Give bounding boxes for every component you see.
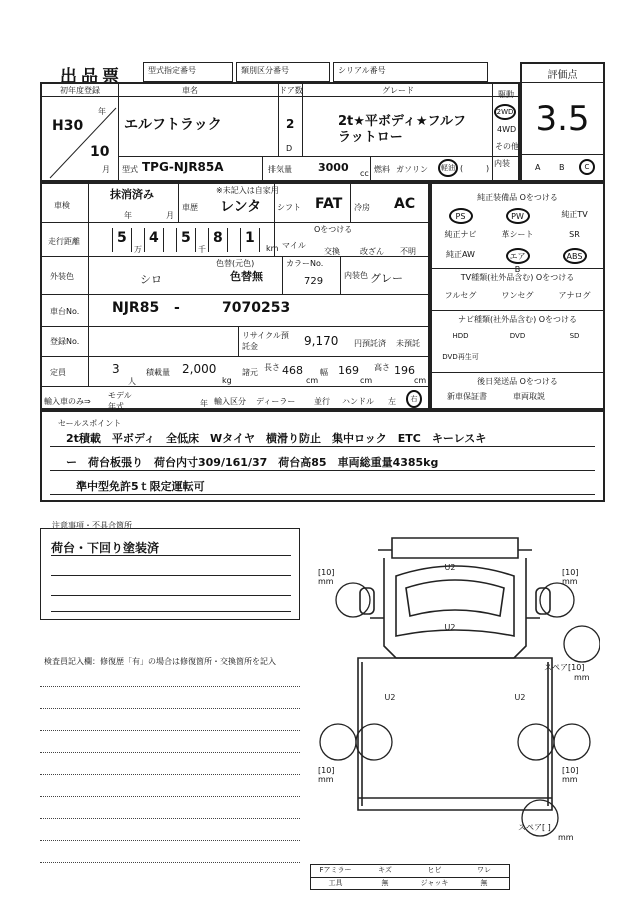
reg-month-unit: 月 (102, 165, 110, 174)
docs-row (432, 390, 603, 408)
spare-mm: 10 (571, 663, 582, 672)
dims-label: 諸元 (242, 368, 258, 377)
doors-suffix: D (286, 144, 293, 153)
mileage-digit-box (144, 228, 164, 252)
shift-value: FAT (315, 196, 343, 212)
damage-mark: U2 (514, 693, 526, 702)
notes-text: 荷台・下回り塗装済 (51, 541, 160, 555)
mileage-label: 走行距離 (48, 237, 80, 246)
fuel-gasoline: ガソリン (396, 165, 428, 174)
tv-item: フルセグ (444, 291, 477, 300)
inspector-line (40, 796, 300, 797)
import-label: 輸入車のみ⇒ (44, 397, 91, 406)
car-name: エルフトラック (124, 117, 222, 133)
legend-header: キズ (378, 866, 392, 874)
tire-rl-mm: 10 (321, 766, 332, 775)
tire-rr-size: [10] mm (562, 766, 579, 784)
inspector-label: 検査員記入欄：修復歴「有」の場合は修復箇所・交換箇所を記入 (44, 657, 276, 666)
legend-header: ワレ (477, 866, 491, 874)
handle-label: ハンドル (342, 397, 374, 406)
serial-no-label: シリアル番号 (338, 66, 386, 75)
exterior-label: 外装色 (50, 272, 74, 281)
tire-rr-mm: 10 (565, 766, 576, 775)
modified-label: 改ざん (360, 247, 384, 256)
sheet-title: 出品票 (60, 67, 123, 87)
capacity-value: 3 (112, 362, 120, 376)
class-no-box (236, 62, 330, 82)
unknown-label: 不明 (400, 247, 416, 256)
legend-header: Fアミラー (319, 866, 352, 874)
doors-value: 2 (286, 117, 295, 131)
chassis-prefix: NJR85 (112, 300, 160, 316)
width-unit: cm (360, 376, 373, 385)
chassis-number: 7070253 (222, 300, 291, 316)
spare2-label: スペア (518, 823, 542, 832)
options-block (430, 182, 605, 410)
score-value: 3.5 (535, 99, 590, 139)
model-label: 型式 (122, 165, 138, 174)
color-no-value: 729 (304, 276, 324, 287)
inspector-line (40, 818, 300, 819)
color-no-label: カラーNo. (286, 259, 324, 268)
car-name-label: 車名 (182, 86, 198, 95)
doc-item: 新車保証書 (447, 392, 487, 401)
registration-block (40, 82, 520, 182)
capacity-label: 定員 (50, 368, 66, 377)
interior-color-label: 内装色 (344, 271, 368, 280)
import-class-label: 輸入区分 (214, 397, 246, 406)
mile-label: マイル (282, 241, 306, 250)
spare2-unit: mm (558, 833, 574, 842)
exterior-value: シロ (140, 273, 162, 286)
chassis-label: 車台No. (50, 307, 80, 316)
tv-item: アナログ (558, 291, 591, 300)
import-dealer: ディーラー (256, 397, 296, 406)
inspector-line (40, 686, 300, 687)
legend-value: 無 (480, 879, 488, 887)
load-label: 積載量 (146, 368, 170, 377)
tire-fr-unit: mm (562, 577, 578, 586)
drive-2wd-circled: 2WD (494, 104, 516, 120)
import-parallel: 並行 (314, 397, 330, 406)
legend-table (310, 864, 510, 890)
fuel-paren-close: ) (486, 164, 490, 173)
notes-label: 注意事項・不具合箇所 (52, 521, 132, 530)
ac-value: AC (394, 196, 416, 212)
option-item: 革シート (501, 230, 534, 239)
interior-c-circled: C (579, 159, 595, 175)
damage-mark: U2 (444, 623, 456, 632)
form-no-label: 型式指定番号 (148, 66, 196, 75)
doors-label: ドア数 (279, 86, 303, 95)
model-year-unit: 年 (200, 399, 208, 408)
mileage-digit-box (208, 228, 228, 252)
option-item: 純正TV (561, 210, 588, 219)
mileage-unit: km (266, 244, 279, 253)
navi-title: ナビ種類(社外品含む) Oをつける (457, 315, 578, 324)
options-grid (432, 208, 603, 274)
height-unit: cm (414, 376, 427, 385)
mileage-mark-instruction: Oをつける (314, 225, 353, 234)
inspector-line (40, 862, 300, 863)
option-item: 純正AW (446, 250, 475, 259)
option-item: PS (449, 208, 473, 224)
drive-4wd: 4WD (497, 125, 517, 134)
navi-item: DVD (509, 332, 526, 340)
docs-title: 後日発送品 Oをつける (477, 377, 558, 386)
inspection-label: 車検 (54, 201, 70, 210)
first-reg-label: 初年度登録 (60, 86, 100, 95)
spare2-size: スペア[ ] mm (518, 823, 574, 842)
inspector-line (40, 840, 300, 841)
mileage-digit-box (112, 228, 132, 252)
interior-grade-box (520, 154, 605, 182)
inspection-year-unit: 年 (124, 211, 132, 220)
length-value: 468 (282, 364, 303, 377)
option-item: SR (569, 230, 580, 239)
tire-fl-mm: 10 (321, 568, 332, 577)
notes-box (40, 528, 300, 620)
handle-left: 左 (388, 397, 396, 406)
class-no-label: 類別区分番号 (241, 66, 289, 75)
damage-mark: U2 (384, 693, 396, 702)
grade-label: グレード (382, 86, 414, 95)
mileage-digit: 5 (181, 230, 191, 246)
ac-label: 冷房 (354, 203, 370, 212)
tire-fl-size: [10] mm (318, 568, 335, 586)
inspector-line (40, 708, 300, 709)
inspector-line (40, 730, 300, 731)
tire-fr-size: [10] mm (562, 568, 579, 586)
mileage-digit-box (240, 228, 260, 252)
recycle-pending: 未預託 (396, 339, 420, 348)
length-unit: cm (306, 376, 319, 385)
history-label: 車歴 (182, 203, 198, 212)
fuel-label: 燃料 (374, 165, 390, 174)
interior-a: A (535, 163, 541, 172)
height-label: 高さ (374, 363, 390, 372)
tire-fr-mm: 10 (565, 568, 576, 577)
truck-diagram (300, 528, 600, 858)
displacement-value: 3000 (318, 161, 349, 174)
recycle-value: 9,170 (304, 334, 339, 348)
damage-mark: U2 (444, 563, 456, 572)
legend-cells (311, 865, 509, 889)
legend-value: ジャッキ (420, 879, 449, 887)
inspection-value: 抹消済み (110, 188, 154, 201)
legend-value: 無 (381, 879, 389, 887)
tv-title: TV種類(社外品含む) Oをつける (460, 273, 575, 282)
option-item: 純正ナビ (444, 230, 477, 239)
option-item: エアB (506, 248, 530, 264)
sales-points-block (40, 410, 605, 502)
reg-era: H30 (52, 118, 84, 134)
grade-line2: ラットロー (338, 130, 403, 145)
tire-rr-unit: mm (562, 775, 578, 784)
inspection-month-unit: 月 (166, 211, 174, 220)
grade-line1: 2t★平ボディ★フルフ (338, 114, 467, 129)
mileage-digit: 5 (117, 230, 127, 246)
displacement-unit: cc (360, 169, 369, 178)
recycle-label: リサイクル預託金 (242, 331, 289, 351)
tv-item: ワンセグ (501, 291, 534, 300)
inspector-line (40, 774, 300, 775)
navi-item: HDD (452, 332, 469, 340)
chassis-dash: - (174, 300, 180, 316)
color-change-value: 色替無 (230, 270, 263, 283)
mileage-unit: 千 (198, 245, 206, 254)
doc-item: 車両取説 (513, 392, 545, 401)
exchange-label: 交換 (324, 247, 340, 256)
drive-other: その他 (495, 142, 519, 151)
mileage-digits (104, 228, 284, 254)
spare-unit: mm (574, 673, 590, 682)
interior-color-value: グレー (370, 272, 403, 285)
sales-line3: 準中型免許5ｔ限定運転可 (76, 480, 205, 493)
recycle-unit: 円預託済 (354, 339, 386, 348)
mileage-digit: 1 (245, 230, 255, 246)
fuel-light-oil-circled: 軽油 (438, 159, 458, 177)
model-year-label: モデル年式 (108, 391, 132, 411)
option-item: PW (506, 208, 530, 224)
width-label: 幅 (320, 368, 328, 377)
legend-header: ヒビ (427, 866, 442, 874)
shift-label: シフト (277, 203, 301, 212)
handle-right-circled: 右 (406, 390, 422, 408)
option-item: ABS (563, 248, 587, 264)
tire-fl-unit: mm (318, 577, 334, 586)
sales-points-label: セールスポイント (58, 419, 122, 428)
load-value: 2,000 (182, 362, 217, 376)
tire-rl-size: [10] mm (318, 766, 335, 784)
history-value: レンタ (220, 199, 262, 215)
tv-row (432, 288, 603, 308)
inspector-lines (40, 686, 302, 886)
interior-label: 内装 (494, 159, 510, 168)
reg-slash (46, 98, 118, 180)
drive-label: 駆動 (498, 90, 514, 99)
height-value: 196 (394, 364, 415, 377)
legend-value: 工具 (328, 879, 343, 887)
displacement-label: 排気量 (268, 165, 292, 174)
color-change-label: 色替(元色) (216, 259, 255, 268)
navi-item: DVD再生可 (442, 353, 479, 361)
reg-month: 10 (90, 144, 110, 160)
detail-block (40, 182, 430, 410)
sales-line1: 2t積載 平ボディ 全低床 Wタイヤ 横滑り防止 集中ロック ETC キーレスキ (66, 432, 487, 445)
serial-no-box (333, 62, 488, 82)
navi-grid (432, 332, 603, 370)
mileage-digit-box (176, 228, 196, 252)
model-value: TPG-NJR85A (142, 160, 224, 174)
reg-year-unit: 年 (98, 107, 106, 116)
options-title: 純正装備品 Oをつける (477, 193, 558, 202)
width-value: 169 (338, 364, 359, 377)
length-label: 長さ (264, 363, 280, 372)
capacity-unit: 人 (128, 377, 136, 386)
navi-item: SD (569, 332, 580, 340)
history-note: ※未記入は自家用 (216, 186, 279, 195)
mileage-digit: 4 (149, 230, 159, 246)
spare-size: スペア[10] mm (544, 663, 590, 682)
load-unit: kg (222, 376, 232, 385)
form-no-box (143, 62, 233, 82)
mileage-digit: 8 (213, 230, 223, 246)
fuel-paren-open: ( (460, 164, 464, 173)
interior-b: B (559, 163, 565, 172)
spare-label: スペア (544, 663, 568, 672)
score-label: 評価点 (547, 70, 578, 81)
reg-no-label: 登録No. (50, 337, 80, 346)
sales-line2: ー 荷台板張り 荷台内寸309/161/37 荷台高85 車両総重量4385kg (66, 456, 439, 469)
tire-rl-unit: mm (318, 775, 334, 784)
mileage-unit: 万 (134, 245, 142, 254)
inspector-line (40, 752, 300, 753)
